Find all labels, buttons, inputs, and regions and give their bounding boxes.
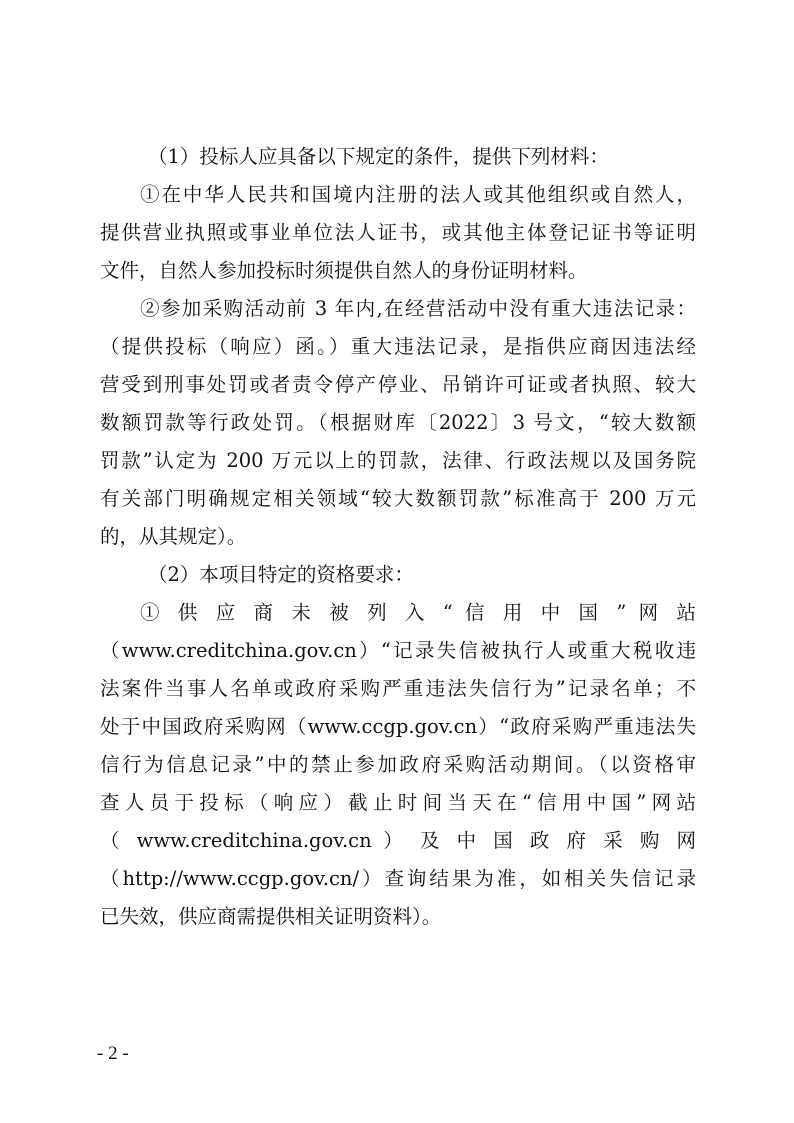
text-line: 罚款”认定为 200 万元以上的罚款，法律、行政法规以及国务院: [100, 449, 696, 472]
section-heading-2: （2）本项目特定的资格要求：: [148, 563, 414, 586]
page-number: - 2 -: [97, 1043, 129, 1064]
text-line: 查人员于投标（响应）截止时间当天在“信用中国”网站: [100, 791, 696, 814]
text-line: （ www.creditchina.gov.cn ） 及 中 国 政 府 采 购 网: [100, 829, 696, 852]
text-line: 文件，自然人参加投标时须提供自然人的身份证明材料。: [100, 259, 588, 282]
text-line: 数额罚款等行政处罚。（根据财库〔2022〕3 号文，“较大数额: [100, 411, 696, 434]
text-line: ②参加采购活动前 3 年内,在经营活动中没有重大违法记录：: [140, 297, 696, 320]
text-line: 处于中国政府采购网（www.ccgp.gov.cn）“政府采购严重违法失: [100, 715, 696, 738]
text-line: 提供营业执照或事业单位法人证书，或其他主体登记证书等证明: [100, 221, 696, 244]
document-body: [100, 138, 696, 936]
text-line: 已失效，供应商需提供相关证明资料）。: [100, 905, 442, 928]
text-line: （http://www.ccgp.gov.cn/）查询结果为准，如相关失信记录: [100, 867, 696, 890]
text-line: （www.creditchina.gov.cn）“记录失信被执行人或重大税收违: [100, 639, 696, 662]
text-line: 法案件当事人名单或政府采购严重违法失信行为”记录名单；不: [100, 677, 696, 700]
text-line: 营受到刑事处罚或者责令停产停业、吊销许可证或者执照、较大: [100, 373, 696, 396]
section-heading-1: （1）投标人应具备以下规定的条件，提供下列材料：: [148, 145, 609, 168]
text-line: 信行为信息记录”中的禁止参加政府采购活动期间。（以资格审: [100, 753, 696, 776]
text-line: 的，从其规定）。: [100, 525, 247, 548]
text-line: ①在中华人民共和国境内注册的法人或其他组织或自然人，: [140, 183, 696, 206]
text-line: ① 供 应 商 未 被 列 入 “ 信 用 中 国 ” 网 站: [140, 601, 696, 624]
text-line: （提供投标（响应）函。）重大违法记录，是指供应商因违法经: [100, 335, 696, 358]
text-line: 有关部门明确规定相关领域“较大数额罚款”标准高于 200 万元: [100, 487, 696, 510]
